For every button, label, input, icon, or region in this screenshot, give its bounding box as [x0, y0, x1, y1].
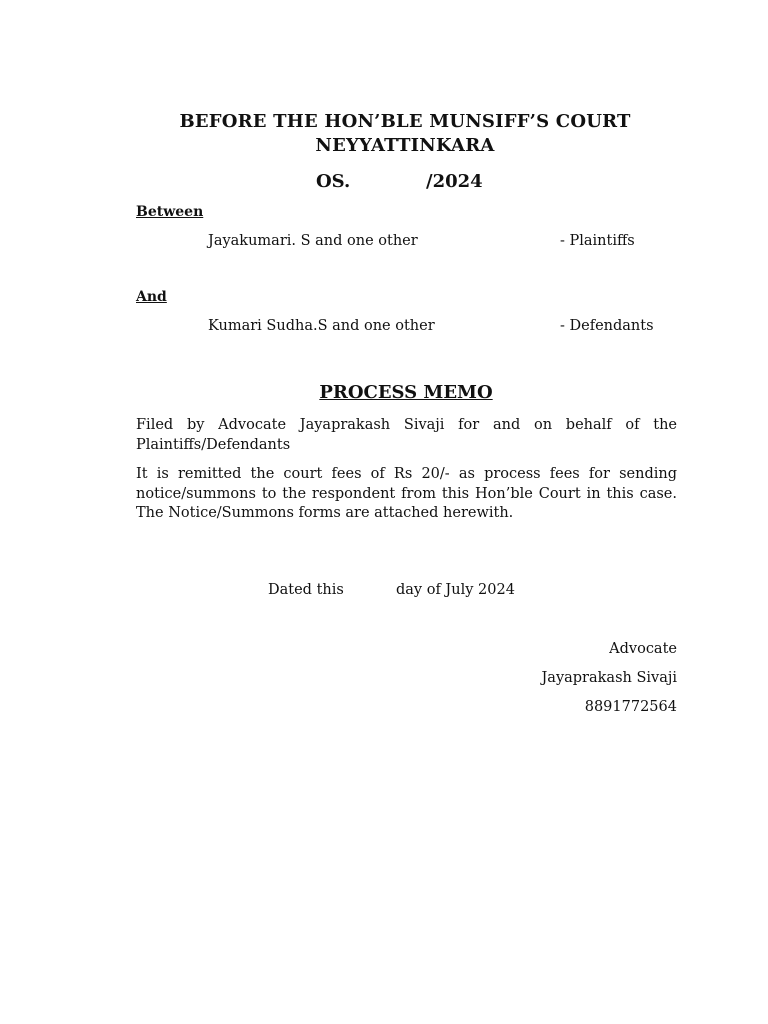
filed-by-paragraph: Filed by Advocate Jayaprakash Sivaji for and on behalf of the Plaintiffs/Defendants	[136, 417, 677, 453]
court-heading: BEFORE THE HON’BLE MUNSIFF’S COURT	[179, 111, 631, 132]
memo-title: PROCESS MEMO	[319, 382, 493, 403]
plaintiffs-name: Jayakumari. S and one other	[208, 233, 418, 249]
signature-phone: 8891772564	[584, 699, 677, 715]
signature-name: Jayaprakash Sivaji	[541, 670, 677, 686]
between-label: Between	[136, 204, 204, 220]
dated-prefix: Dated this	[268, 582, 344, 598]
signature-title: Advocate	[609, 641, 677, 657]
court-location: NEYYATTINKARA	[315, 135, 495, 156]
defendants-role: - Defendants	[560, 318, 654, 334]
dated-suffix: day of July 2024	[396, 582, 515, 598]
and-label: And	[136, 289, 167, 305]
case-number-prefix: OS.	[316, 171, 351, 192]
case-number-year: /2024	[426, 171, 483, 192]
court-fees-paragraph: It is remitted the court fees of Rs 20/- as process fees for sending notice/summons to the respondent from this Hon’ble Court in this case. The Notice/Summons forms are attached herewith.	[136, 466, 677, 521]
plaintiffs-role: - Plaintiffs	[560, 233, 635, 249]
defendants-name: Kumari Sudha.S and one other	[208, 318, 435, 334]
